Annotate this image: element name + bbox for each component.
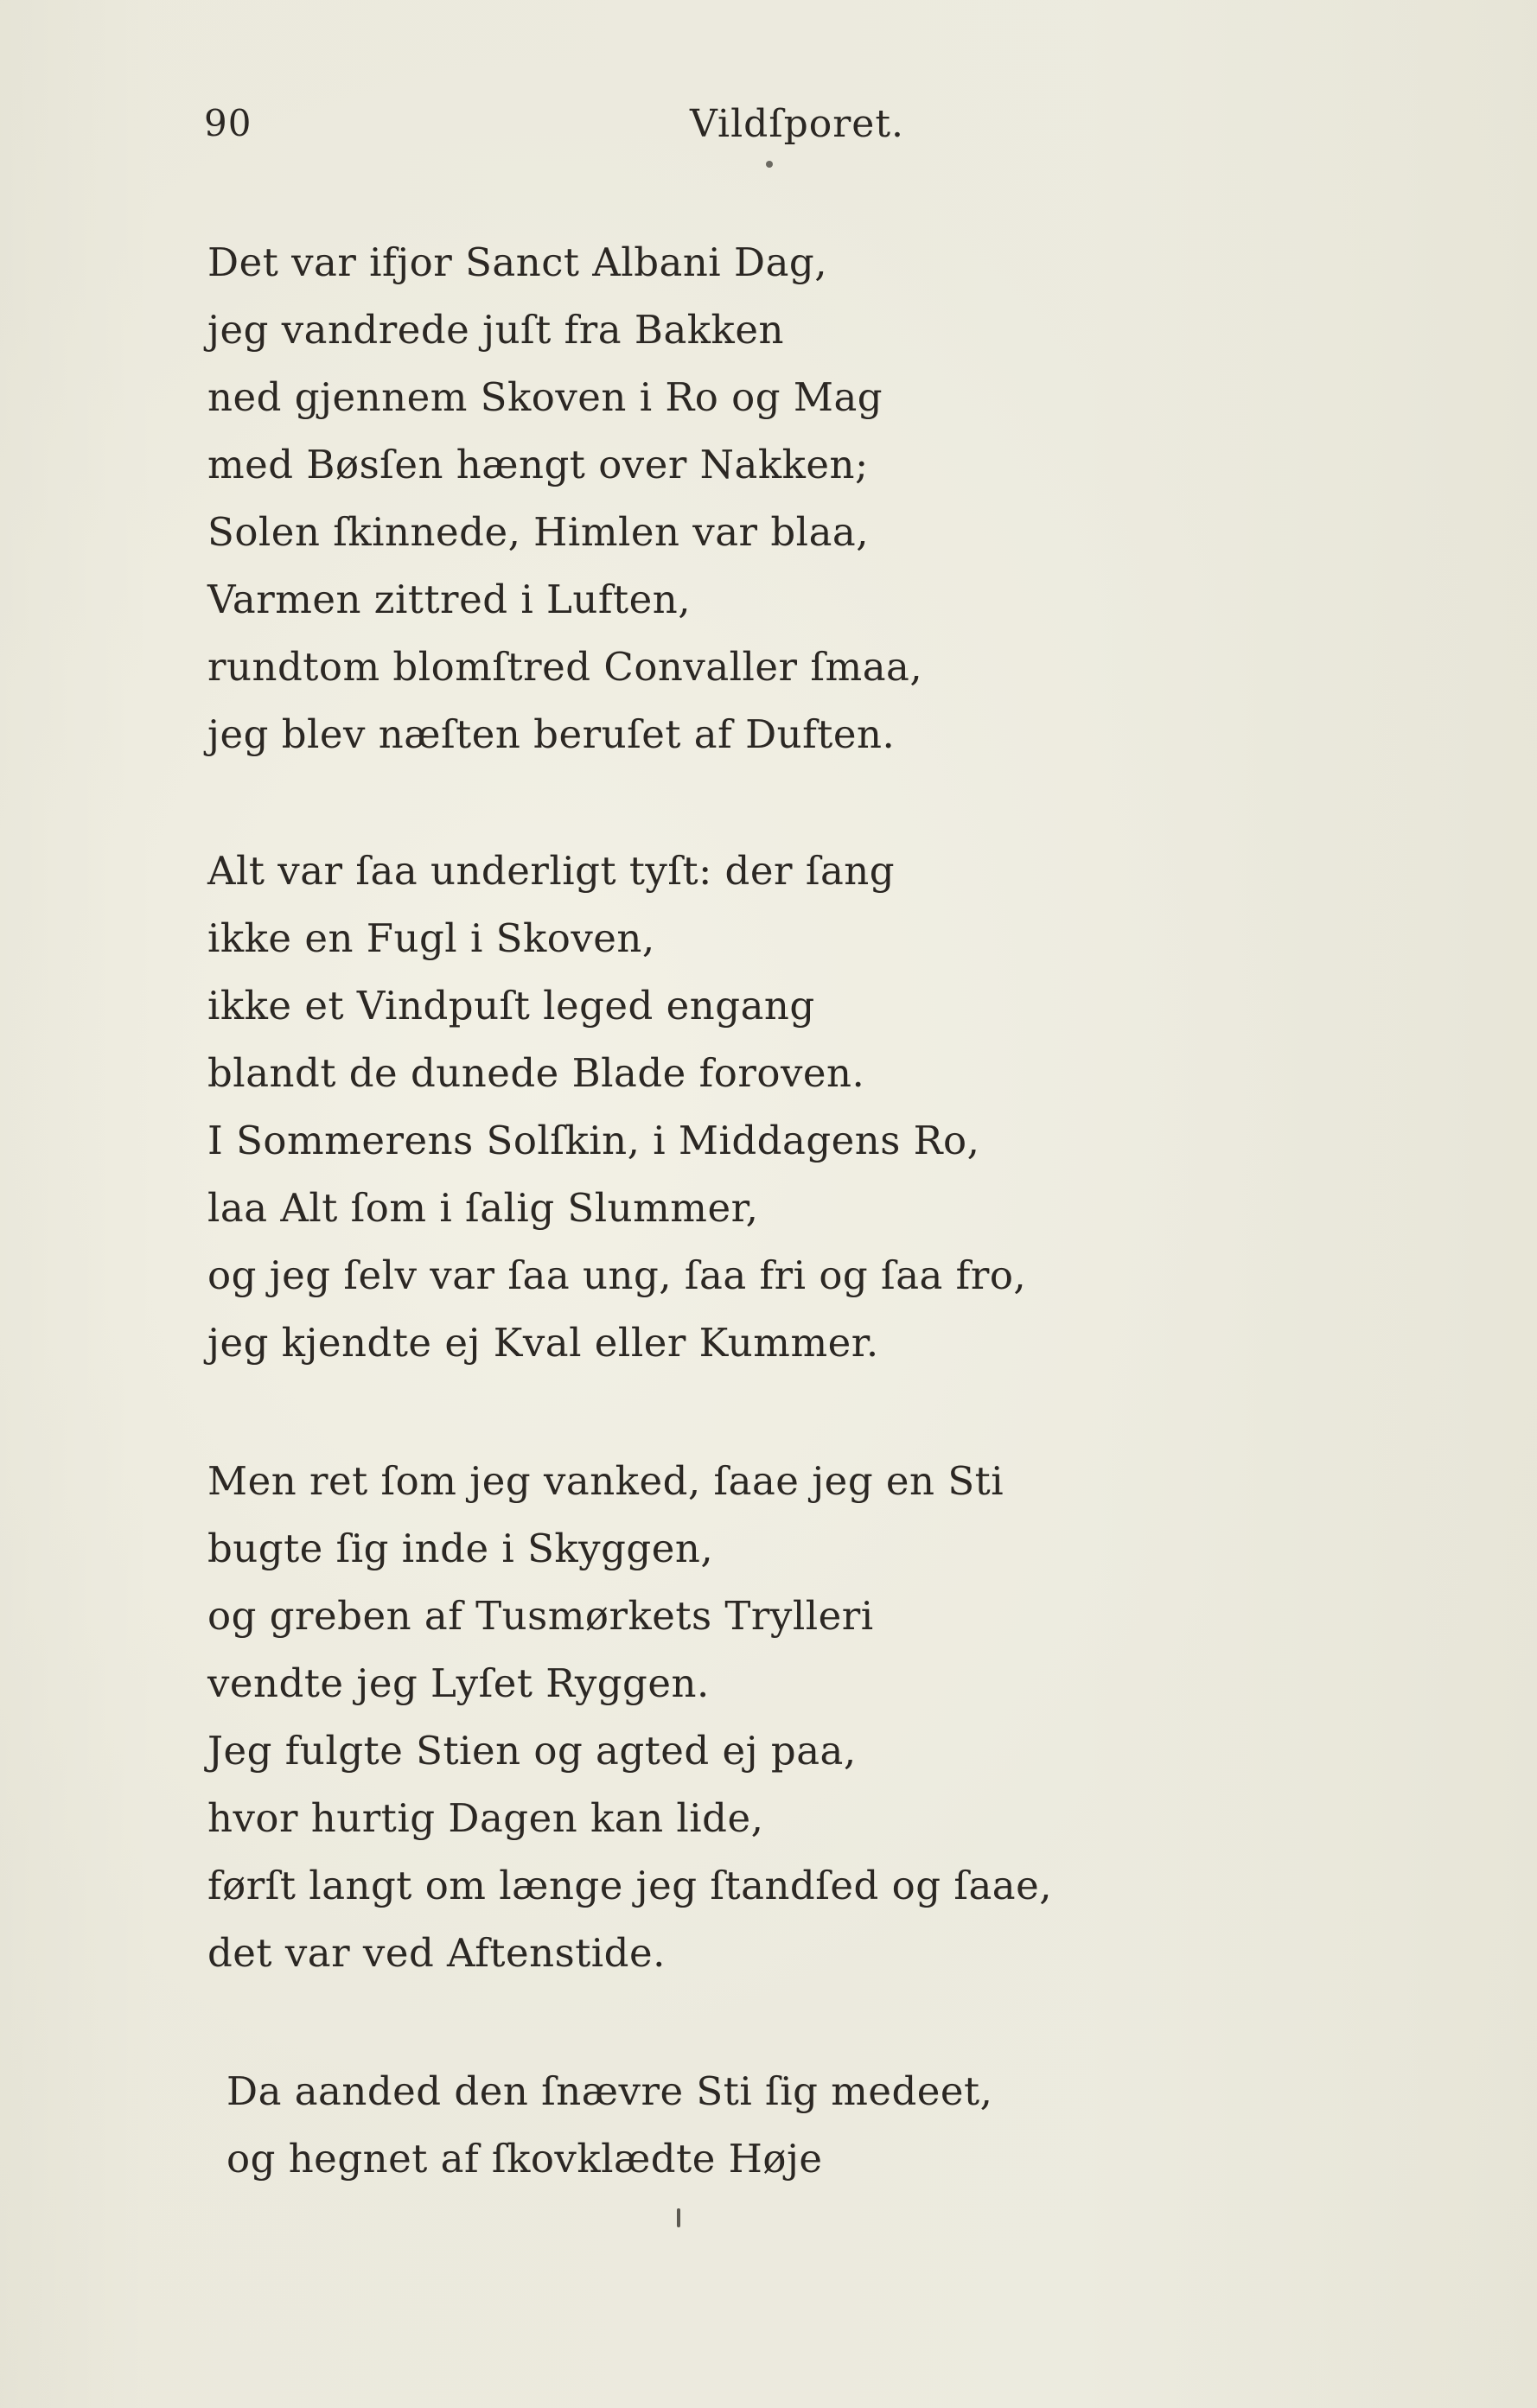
verse-line: førſt langt om længe jeg ſtandſed og ſaae,: [207, 1863, 1053, 1908]
verse-line: Varmen zittred i Luften,: [207, 577, 692, 622]
verse-line: jeg vandrede juſt fra Bakken: [207, 307, 784, 353]
page-header: [204, 102, 904, 154]
verse-line: ikke et Vindpuſt leged engang: [207, 983, 815, 1029]
running-title: Vildſporet.: [690, 102, 904, 146]
verse-line: Da aanded den ſnævre Sti ſig medeet,: [226, 2068, 993, 2114]
verse-line: med Bøsſen hængt over Nakken;: [207, 442, 869, 487]
verse-line: Solen ſkinnede, Himlen var blaa,: [207, 509, 870, 555]
page-number: 90: [204, 102, 252, 144]
ink-dot-mark: [766, 161, 773, 168]
ink-stroke-mark: [677, 2208, 680, 2227]
verse-line: jeg blev næſten beruſet af Duften.: [207, 711, 896, 757]
verse-line: og hegnet af ſkovklædte Høje: [226, 2136, 823, 2182]
verse-line: Alt var ſaa underligt tyſt: der ſang: [207, 848, 896, 894]
verse-line: Det var ifjor Sanct Albani Dag,: [207, 239, 828, 285]
verse-line: vendte jeg Lyſet Ryggen.: [207, 1660, 710, 1706]
verse-line: og greben af Tusmørkets Trylleri: [207, 1593, 874, 1639]
verse-line: blandt de dunede Blade foroven.: [207, 1050, 865, 1096]
verse-line: Jeg fulgte Stien og agted ej paa,: [207, 1728, 857, 1774]
verse-line: I Sommerens Solſkin, i Middagens Ro,: [207, 1118, 980, 1163]
verse-line: ikke en Fugl i Skoven,: [207, 915, 655, 961]
verse-line: og jeg ſelv var ſaa ung, ſaa fri og ſaa fro,: [207, 1252, 1027, 1298]
verse-line: laa Alt ſom i ſalig Slummer,: [207, 1185, 759, 1231]
verse-line: hvor hurtig Dagen kan lide,: [207, 1795, 764, 1841]
verse-line: det var ved Aftenstide.: [207, 1930, 666, 1976]
verse-line: bugte ſig inde i Skyggen,: [207, 1526, 714, 1571]
verse-line: jeg kjendte ej Kval eller Kummer.: [207, 1320, 879, 1366]
verse-line: ned gjennem Skoven i Ro og Mag: [207, 374, 883, 420]
verse-line: rundtom blomſtred Convaller ſmaa,: [207, 644, 923, 690]
verse-line: Men ret ſom jeg vanked, ſaae jeg en Sti: [207, 1458, 1004, 1504]
